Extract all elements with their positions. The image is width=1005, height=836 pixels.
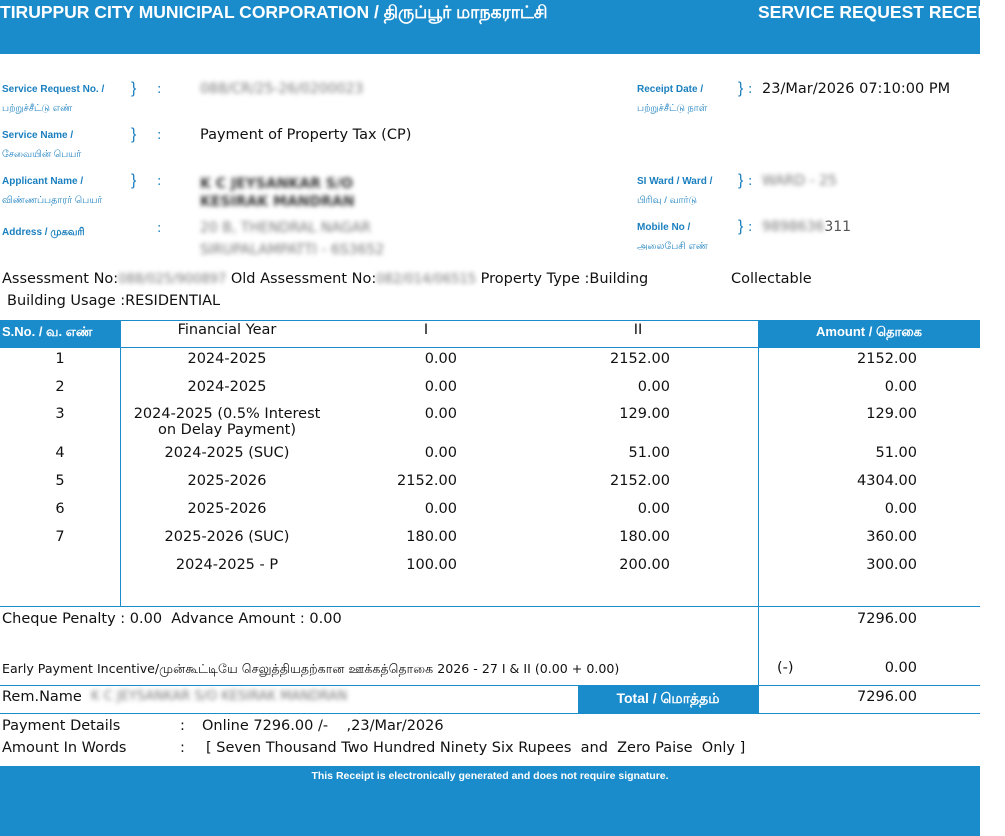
amount-header: Amount / தொகை: [816, 324, 922, 339]
mobile-value: [762, 219, 851, 235]
row-amount: 51.00: [875, 445, 917, 461]
row-sno: 3: [55, 406, 65, 422]
row-amount: 4304.00: [857, 473, 917, 489]
row-col-ii: 2152.00: [610, 473, 670, 489]
row-amount: 0.00: [884, 501, 917, 517]
incentive-label: Early Payment Incentive/முன்கூட்டியே செலுத்தியதற்கான ஊக்கத்தொகை 2026 - 27 I & II (0.00 + 0.00): [2, 661, 620, 676]
address-label: Address / முகவரி: [2, 227, 85, 238]
row-sno: 5: [55, 473, 65, 489]
row-col-ii: 0.00: [637, 501, 670, 517]
colon: :: [157, 174, 162, 189]
rem-bottom-line: [0, 713, 980, 714]
payment-details-value: Online 7296.00 /- ,23/Mar/2026: [202, 718, 444, 734]
row-col-i: 0.00: [424, 379, 457, 395]
row-col-ii: 200.00: [619, 557, 670, 573]
colon: :: [748, 174, 753, 189]
cheque-penalty-text: Cheque Penalty : 0.00: [2, 611, 163, 627]
service-name-label-ta: சேவையின் பெயர்: [2, 149, 82, 160]
mobile-label: Mobile No /: [637, 222, 691, 233]
service-name-value: Payment of Property Tax (CP): [200, 127, 412, 143]
total-value: 7296.00: [857, 689, 917, 705]
row-col-ii: 2152.00: [610, 351, 670, 367]
amount-in-words-value: [ Seven Thousand Two Hundred Ninety Six Rupees and Zero Paise Only ]: [206, 740, 746, 756]
row-financial-year: 2024-2025: [187, 379, 267, 395]
row-sno: 7: [55, 529, 65, 545]
applicant-name-value: K C JEYSANKAR S/O: [200, 176, 353, 192]
rem-top-line: [0, 685, 980, 686]
row-financial-year: 2024-2025 - P: [175, 557, 279, 573]
row-amount: 0.00: [884, 379, 917, 395]
service-request-no-value: 088/CR/25-26/0200023: [200, 81, 364, 97]
assessment-line: [2, 271, 648, 287]
rem-name-label: Rem.Name: [2, 689, 82, 705]
colon: :: [748, 220, 753, 235]
brace: }: [131, 126, 137, 143]
brace: }: [131, 172, 137, 189]
amount-in-words-label: Amount In Words: [2, 740, 127, 756]
row-col-i: 100.00: [406, 557, 457, 573]
total-label: Total / மொத்தம்: [616, 690, 720, 706]
receipt-title: SERVICE REQUEST RECEIPT: [758, 2, 1005, 22]
ward-value: WARD - 25: [762, 173, 837, 189]
row-sno: 4: [55, 445, 65, 461]
subtotal-value: 7296.00: [857, 611, 917, 627]
row-financial-year: 2024-2025 (SUC): [164, 445, 290, 461]
rem-name-value: K C JEYSANKAR S/O KESIRAK MANDRAN: [91, 689, 348, 704]
applicant-name-value-line2: KESIRAK MANDRAN: [200, 194, 355, 210]
row-col-ii: 129.00: [619, 406, 670, 422]
footer-note: This Receipt is electronically generated and does not require signature.: [311, 770, 669, 782]
receipt-date-value: 23/Mar/2026 07:10:00 PM: [762, 81, 951, 97]
applicant-name-label-ta: விண்ணப்பதாரர் பெயர்: [2, 195, 103, 206]
row-col-i: 0.00: [424, 351, 457, 367]
service-request-no-label: Service Request No. /: [2, 84, 105, 95]
assessment-no-value: 088/025/900897: [118, 272, 227, 287]
collectable: Collectable: [731, 271, 812, 287]
row-col-i: 180.00: [406, 529, 457, 545]
receipt-date-label: Receipt Date /: [637, 84, 704, 95]
colon: :: [180, 740, 185, 756]
row-sno: 1: [55, 351, 65, 367]
payment-details-label: Payment Details: [2, 718, 121, 734]
row-financial-year: 2025-2026 (SUC): [164, 529, 290, 545]
brace: }: [738, 172, 744, 189]
colon: :: [157, 128, 162, 143]
row-amount: 360.00: [866, 529, 917, 545]
building-usage: Building Usage :RESIDENTIAL: [7, 293, 221, 309]
header-title: TIRUPPUR CITY MUNICIPAL CORPORATION / திருப்பூர் மாநகராட்சி: [0, 2, 548, 22]
row-financial-year: 2024-2025 (0.5% Interest: [133, 406, 321, 422]
mobile-label-ta: அலைபேசி எண்: [637, 241, 708, 252]
service-name-label: Service Name /: [2, 130, 74, 141]
brace: }: [738, 80, 744, 97]
row-financial-year: 2025-2026: [187, 501, 267, 517]
row-amount: 2152.00: [857, 351, 917, 367]
row-col-i: 2152.00: [397, 473, 457, 489]
ward-label-ta: பிரிவு / வார்டு: [637, 195, 698, 206]
old-assessment-value: 082/014/06515: [376, 272, 477, 287]
colon: :: [180, 718, 185, 734]
header-bottom-line: [0, 347, 980, 348]
col-i-header: I: [423, 322, 429, 338]
row-sno: 2: [55, 379, 65, 395]
sno-header: S.No. / வ. எண்: [2, 324, 93, 339]
row-financial-year: 2025-2026: [187, 473, 267, 489]
address-value: 20 B, THENDRAL NAGAR: [200, 220, 371, 236]
row-col-i: 0.00: [424, 445, 457, 461]
row-col-ii: 0.00: [637, 379, 670, 395]
mobile-value-tail: 311: [824, 219, 852, 235]
financial-year-header: Financial Year: [177, 322, 277, 338]
row-col-ii: 51.00: [628, 445, 670, 461]
incentive-value: 0.00: [884, 660, 917, 676]
colon: :: [748, 82, 753, 97]
advance-amount-text: Advance Amount : 0.00: [171, 611, 342, 627]
row-amount: 129.00: [866, 406, 917, 422]
row-col-ii: 180.00: [619, 529, 670, 545]
row-financial-year: 2024-2025: [187, 351, 267, 367]
row-sno: 6: [55, 501, 65, 517]
colon: :: [157, 221, 162, 236]
receipt-date-label-ta: பற்றுச்சீட்டு நாள்: [637, 103, 708, 114]
summary-top-line: [0, 606, 980, 607]
colon: :: [157, 82, 162, 97]
assessment-no-label: Assessment No:: [2, 271, 119, 287]
ward-label: SI Ward / Ward /: [637, 176, 713, 187]
address-value-line2: SIRUPALAMPATTI - 6S3652: [200, 242, 385, 258]
brace: }: [738, 218, 744, 235]
old-assessment-label: Old Assessment No:: [230, 271, 377, 287]
header-top-line: [121, 320, 758, 321]
incentive-sign: (-): [777, 660, 794, 676]
cheque-penalty: [2, 611, 342, 627]
brace: }: [131, 80, 137, 97]
row-amount: 300.00: [866, 557, 917, 573]
col-ii-header: II: [633, 322, 643, 338]
applicant-name-label: Applicant Name /: [2, 176, 84, 187]
property-type: Property Type :Building: [480, 271, 649, 287]
row-col-i: 0.00: [424, 406, 457, 422]
mobile-value-masked: 9898636: [762, 219, 825, 235]
service-request-no-label-ta: பற்றுச்சீட்டு எண்: [2, 103, 73, 114]
row-financial-year-line2: on Delay Payment): [158, 422, 296, 438]
row-col-i: 0.00: [424, 501, 457, 517]
